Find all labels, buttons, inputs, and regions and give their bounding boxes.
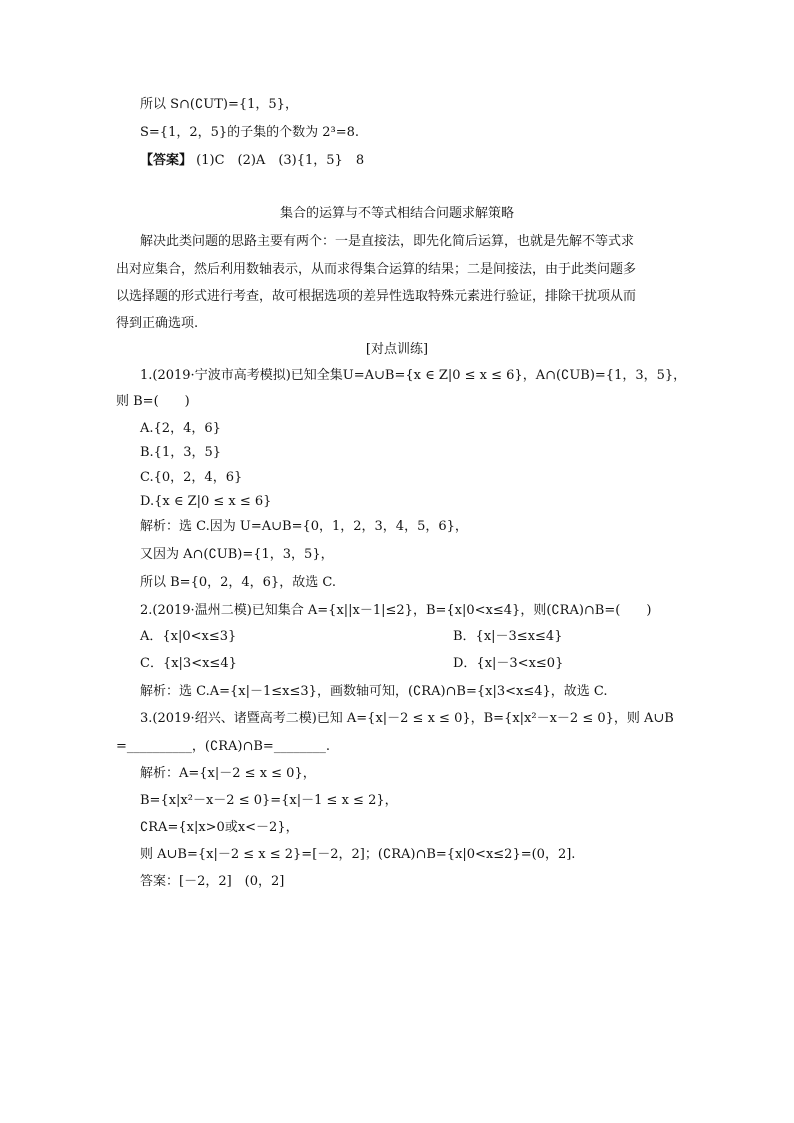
q1-option-d: D.{x ∈ Z|0 ≤ x ≤ 6} <box>140 494 272 509</box>
strategy-paragraph-line-1: 解决此类问题的思路主要有两个：一是直接法，即先化简后运算，也就是先解不等式求 <box>140 234 635 249</box>
q3-stem-line-2: =__________，(∁RA)∩B=________. <box>116 739 330 754</box>
strategy-paragraph-line-2: 出对应集合，然后利用数轴表示，从而求得集合运算的结果；二是间接法，由于此类问题多 <box>116 262 637 277</box>
q1-solution-line-3: 所以 B={0，2，4，6}，故选 C. <box>140 575 336 590</box>
q3-solution-line-1: 解析：A={x|－2 ≤ x ≤ 0}， <box>140 766 316 781</box>
q2-option-b: B．{x|－3≤x≤4} <box>453 629 563 644</box>
q2-option-a: A．{x|0<x≤3} <box>140 629 237 644</box>
q1-solution-line-2: 又因为 A∩(∁UB)={1，3，5}， <box>140 547 334 562</box>
q3-answer: 答案：[－2，2] (0，2] <box>140 874 285 889</box>
prev-solution-line-1: 所以 S∩(∁UT)={1，5}， <box>140 97 298 112</box>
answer-label: 【答案】 <box>140 153 193 168</box>
training-heading: [对点训练] <box>365 342 429 357</box>
q1-option-c: C.{0，2，4，6} <box>140 470 243 485</box>
q2-option-d: D．{x|－3<x≤0} <box>453 656 564 671</box>
answer-line <box>140 152 364 170</box>
section-title: 集合的运算与不等式相结合问题求解策略 <box>279 206 514 221</box>
q3-solution-line-4: 则 A∪B={x|－2 ≤ x ≤ 2}=[－2，2]；(∁RA)∩B={x|0<x≤2}=(0，2]. <box>140 847 576 862</box>
q1-stem-line-2: 则 B=( ) <box>116 394 190 409</box>
q2-stem: 2.(2019·温州二模)已知集合 A={x||x－1|≤2}，B={x|0<x≤4}，则(∁RA)∩B=( ) <box>140 603 652 618</box>
q1-solution-line-1: 解析：选 C.因为 U=A∪B={0，1，2，3，4，5，6}， <box>140 519 468 534</box>
q3-stem-line-1: 3.(2019·绍兴、诸暨高考二模)已知 A={x|－2 ≤ x ≤ 0}，B={x|x²－x－2 ≤ 0}，则 A∪B <box>140 711 674 726</box>
answer-text: (1)C (2)A (3){1，5} 8 <box>196 153 365 168</box>
q3-solution-line-3: ∁RA={x|x>0或x<－2}， <box>140 820 299 835</box>
q3-solution-line-2: B={x|x²－x－2 ≤ 0}={x|－1 ≤ x ≤ 2}， <box>140 793 398 808</box>
q1-option-b: B.{1，3，5} <box>140 445 222 460</box>
q1-option-a: A.{2，4，6} <box>140 421 221 436</box>
strategy-paragraph-line-3: 以选择题的形式进行考查，故可根据选项的差异性选取特殊元素进行验证，排除干扰项从而 <box>116 289 637 304</box>
q1-stem-line-1: 1.(2019·宁波市高考模拟)已知全集U=A∪B={x ∈ Z|0 ≤ x ≤ 6}，A∩(∁UB)={1，3，5}， <box>140 368 687 383</box>
prev-solution-line-2: S={1，2，5}的子集的个数为 2³=8. <box>140 125 360 140</box>
q2-option-c: C．{x|3<x≤4} <box>140 656 237 671</box>
strategy-paragraph-line-4: 得到正确选项. <box>116 316 199 331</box>
q2-solution: 解析：选 C.A={x|－1≤x≤3}，画数轴可知，(∁RA)∩B={x|3<x≤4}，故选 C. <box>140 684 608 699</box>
